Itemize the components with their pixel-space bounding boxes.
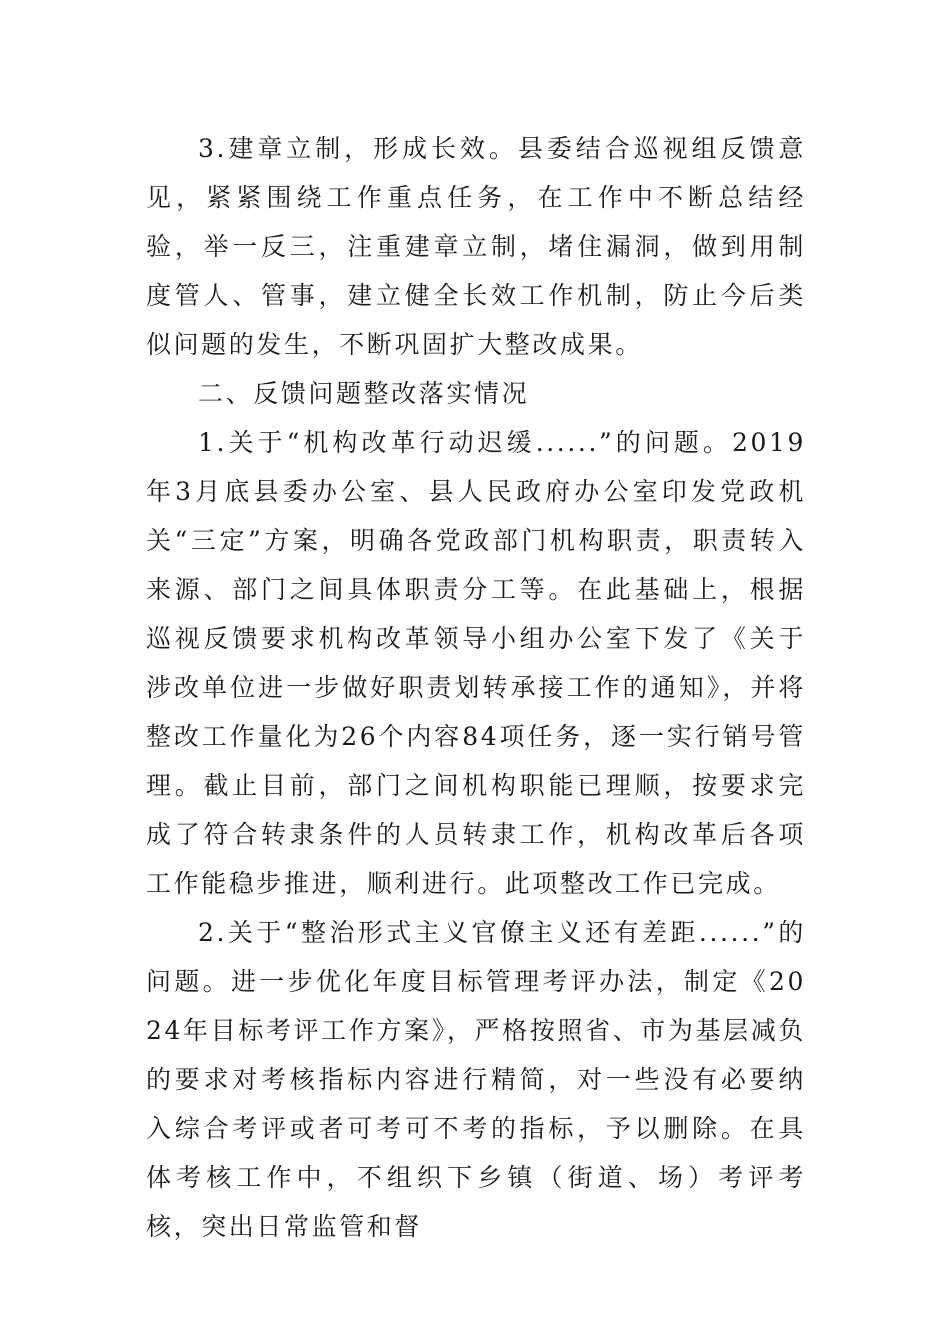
document-body <box>146 124 806 1251</box>
paragraph-establish-rules: 3.建章立制，形成长效。县委结合巡视组反馈意见，紧紧围绕工作重点任务，在工作中不断总结经验，举一反三，注重建章立制，堵住漏洞，做到用制度管人、管事，建立健全长效工作机制，防止今后类似问题的发生，不断巩固扩大整改成果。 <box>146 134 806 359</box>
section-heading-rectification-status: 二、反馈问题整改落实情况 <box>198 379 530 408</box>
paragraph-institutional-reform: 1.关于“机构改革行动迟缓......”的问题。2019年3月底县委办公室、县人民政府办公室印发党政机关“三定”方案，明确各党政部门机构职责，职责转入来源、部门之间具体职责分工等。在此基础上，根据巡视反馈要求机构改革领导小组办公室下发了《关于涉改单位进一步做好职责划转承接工作的通知》，并将整改工作量化为26个内容84项任务，逐一实行销号管理。截止目前，部门之间机构职能已理顺，按要求完成了符合转隶条件的人员转隶工作，机构改革后各项工作能稳步推进，顺利进行。此项整改工作已完成。 <box>146 428 806 898</box>
paragraph-formalism-bureaucratism: 2.关于“整治形式主义官僚主义还有差距......”的问题。进一步优化年度目标管理考评办法，制定《2024年目标考评工作方案》，严格按照省、市为基层减负的要求对考核指标内容进行精简，对一些没有必要纳入综合考评或者可考可不考的指标，予以删除。在具体考核工作中，不组织下乡镇（街道、场）考评考核，突出日常监管和督 <box>146 918 806 1241</box>
